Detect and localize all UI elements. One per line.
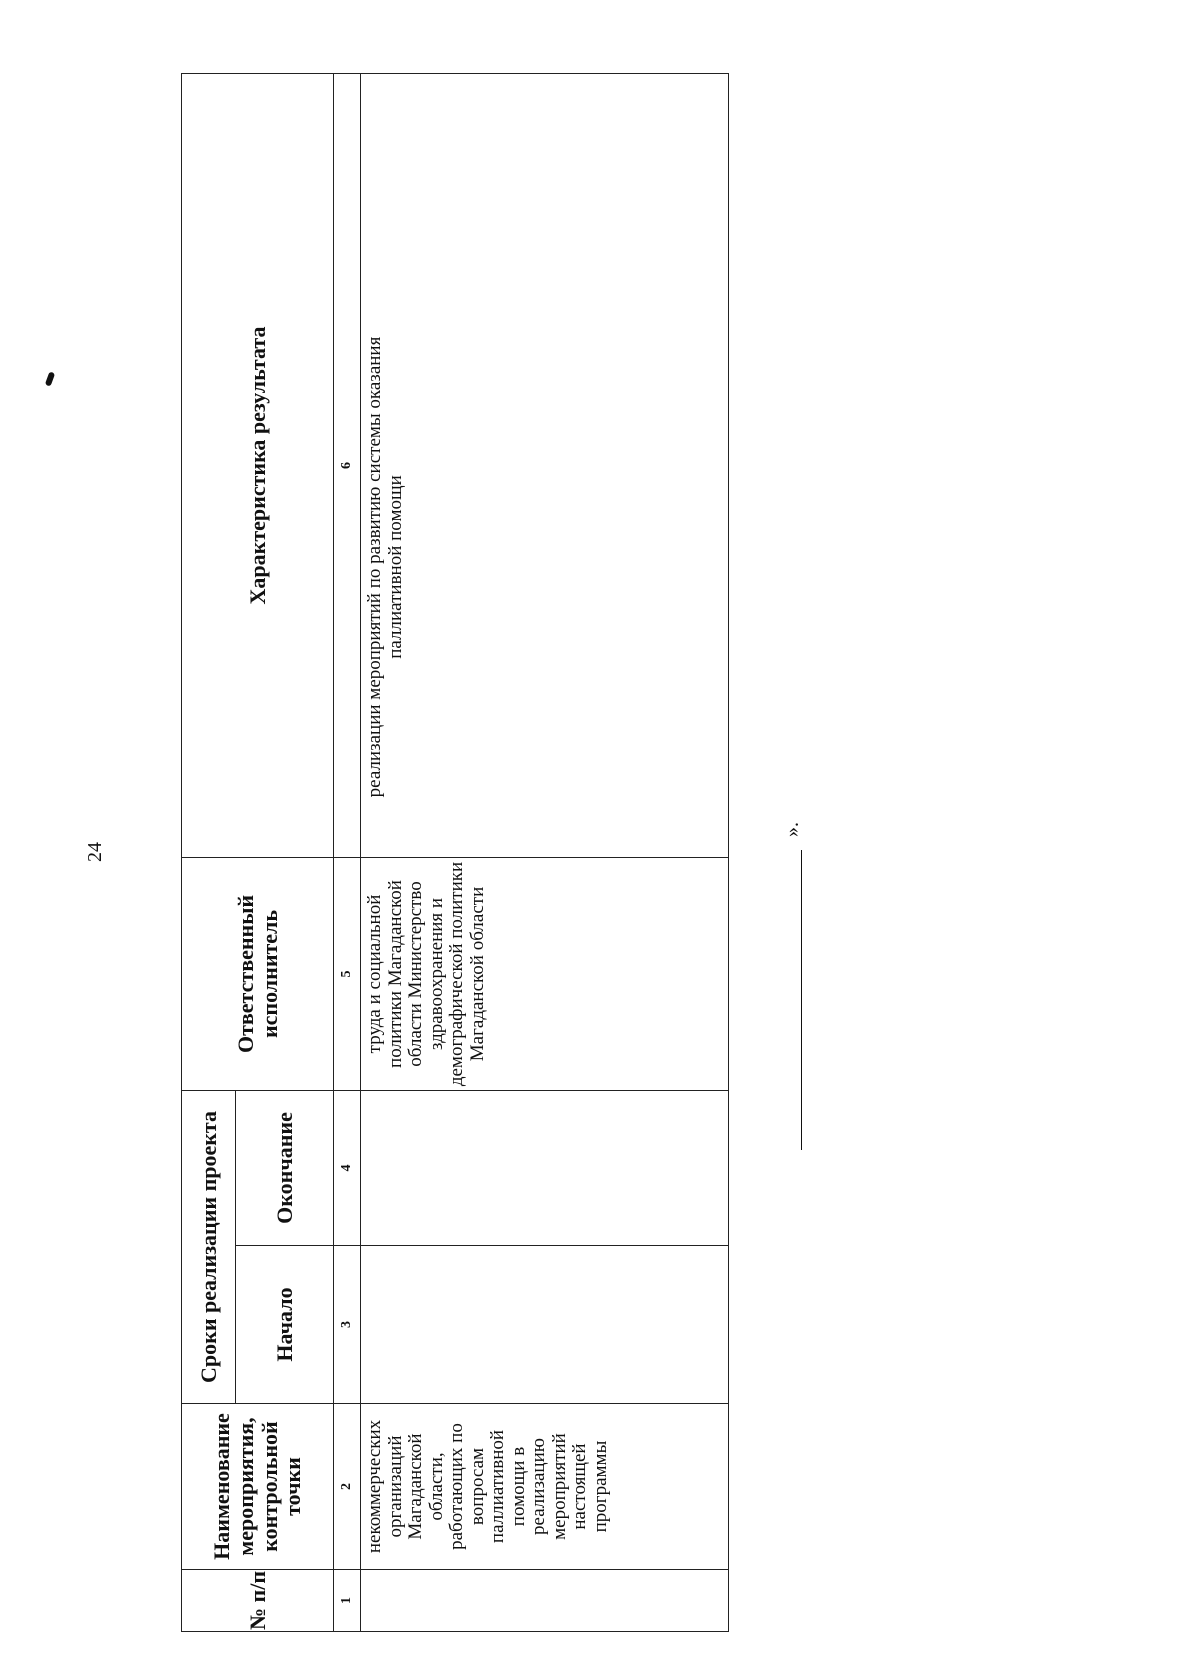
header-activity-name: Наименование мероприятия, контрольной точки [182,1404,334,1570]
header-responsible: Ответственный исполнитель [182,857,334,1090]
scan-artifact-mark [45,371,55,386]
cell-result [361,73,729,857]
column-number-5: 5 [334,857,361,1090]
header-end: Окончание [236,1090,334,1245]
cell-responsible: труда и социальной политики Магаданской области Министерство здравоохранения и демографической политики Магаданской области [361,857,729,1090]
column-number-2: 2 [334,1404,361,1570]
signature-rule [801,850,802,1150]
page-number: 24 [84,842,106,862]
closing-line [770,810,810,1150]
column-number-6: 6 [334,73,361,857]
program-table [181,73,729,1632]
rotated-table-container [181,74,729,1632]
column-number-3: 3 [334,1246,361,1404]
cell-number [361,1570,729,1632]
closing-quote: ». [781,822,803,837]
column-number-4: 4 [334,1090,361,1245]
header-result-description: Характеристика результата [182,73,334,857]
column-number-1: 1 [334,1570,361,1632]
cell-activity-name: некоммерческих организаций Магаданской области, работающих по вопросам паллиативной помощи в реализацию мероприятий настоящей программы [361,1404,729,1570]
header-number: № п/п [182,1570,334,1632]
cell-end [361,1090,729,1245]
cell-result-text: реализации мероприятий по развитию системы оказания паллиативной помощи [364,336,406,798]
table-row [361,73,729,1631]
header-implementation-period: Сроки реализации проекта [182,1090,236,1403]
header-start: Начало [236,1246,334,1404]
cell-start [361,1246,729,1404]
